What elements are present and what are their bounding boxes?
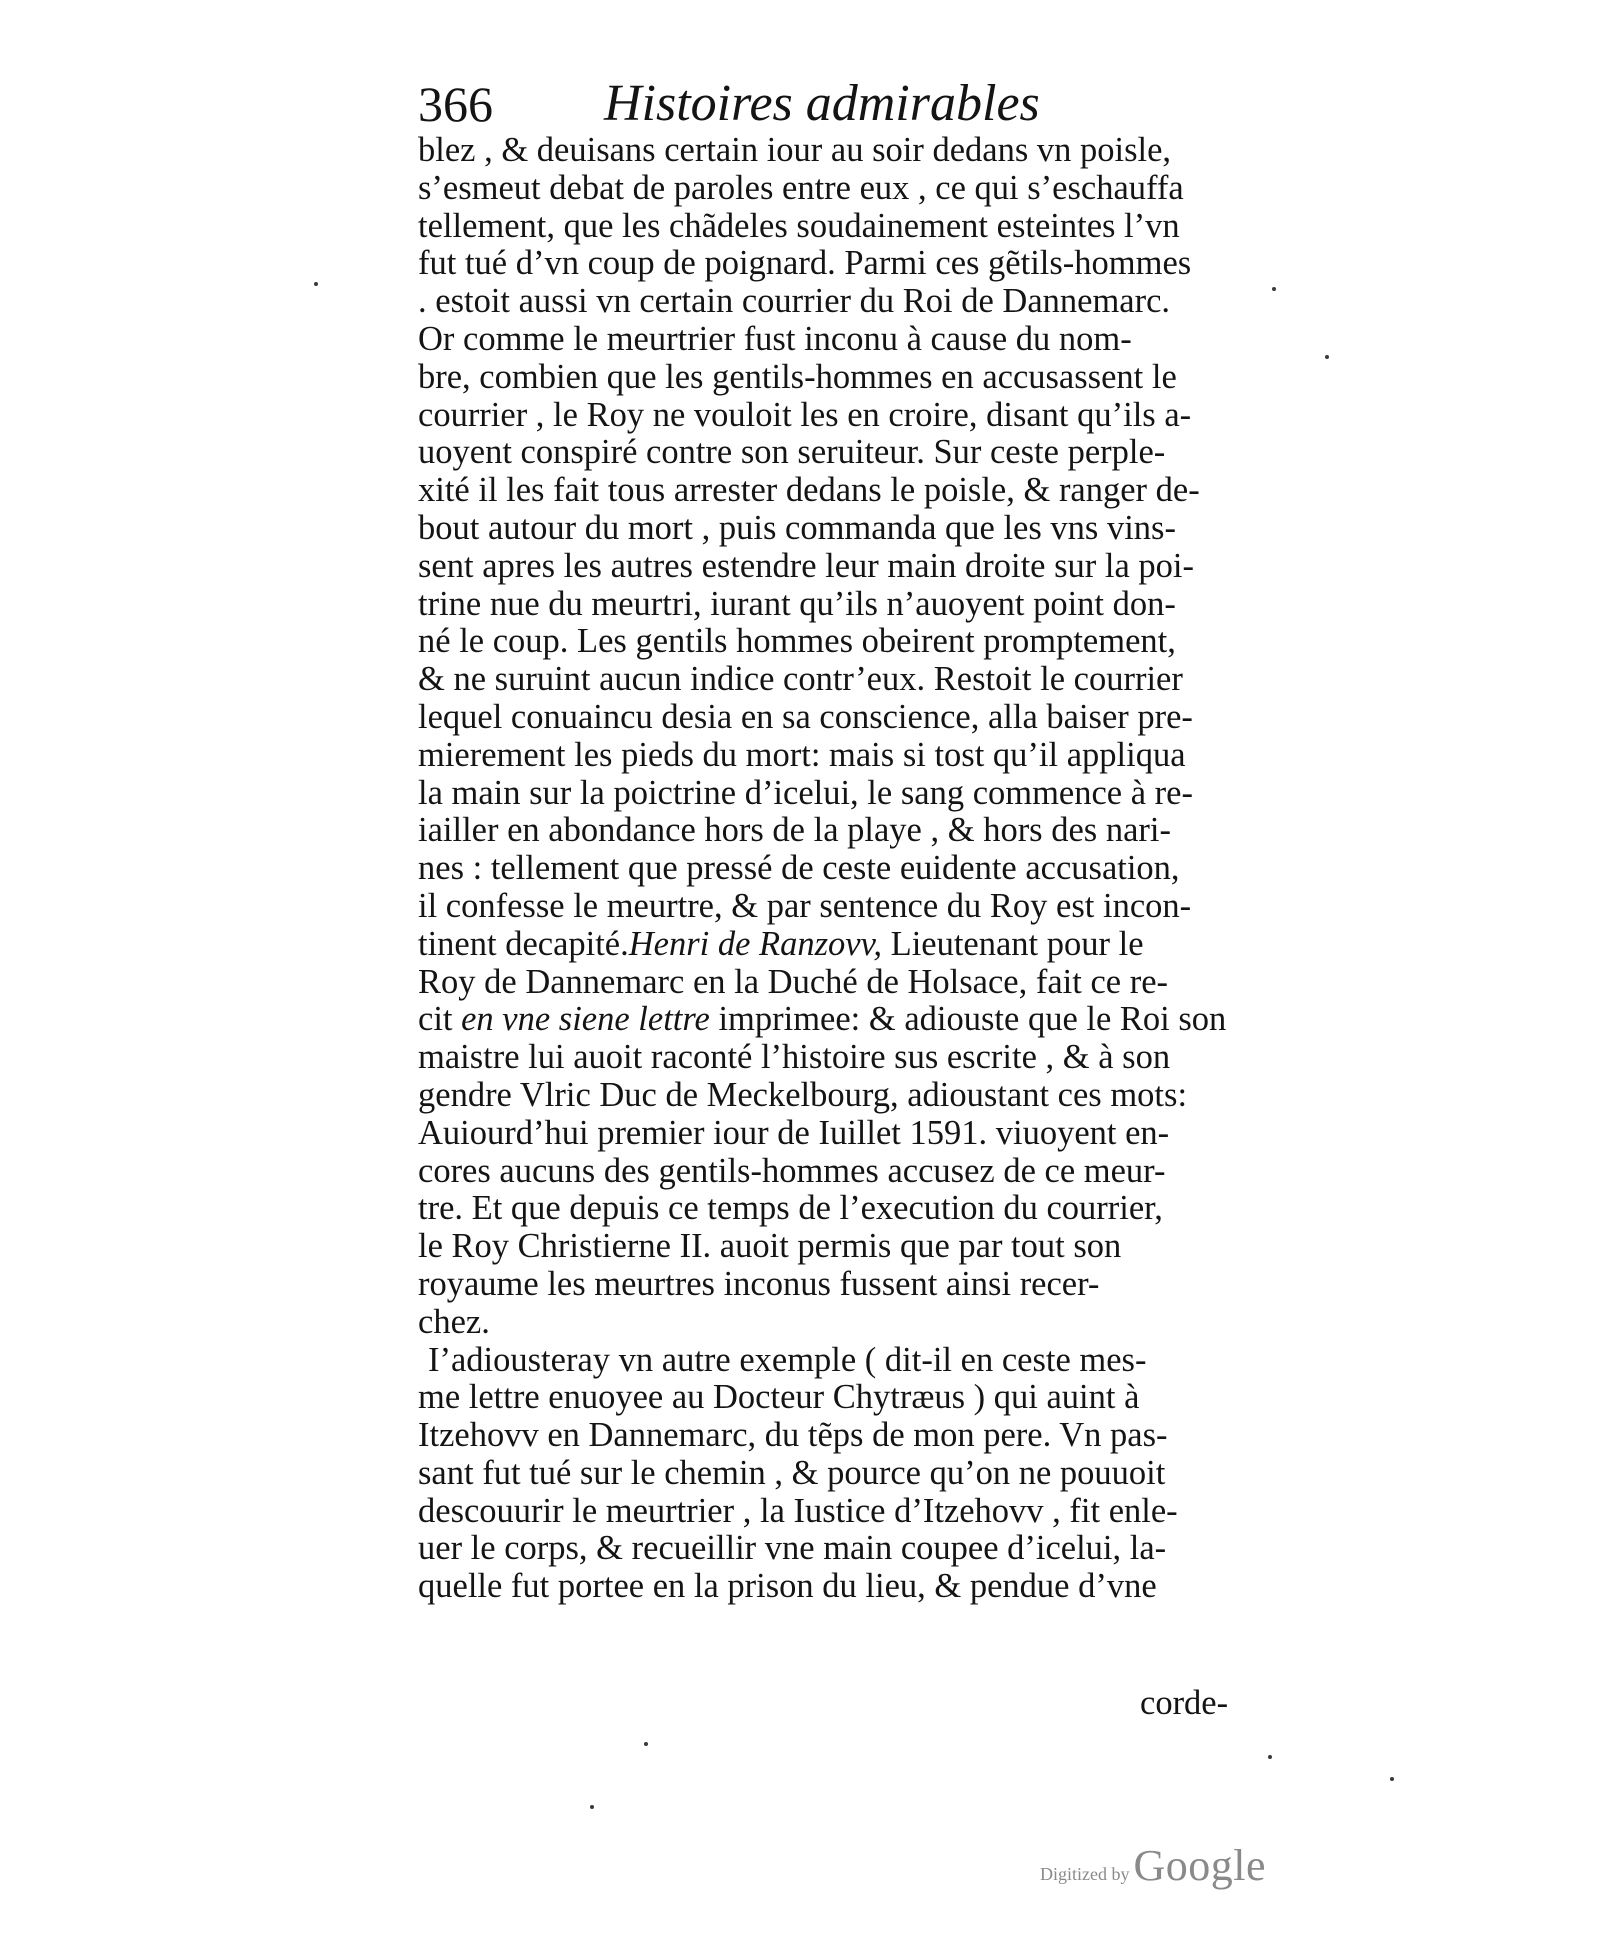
text-line: sent apres les autres estendre leur main droite sur la poi- [418, 546, 1194, 585]
text-line: le Roy Christierne II. auoit permis que par tout son [418, 1227, 1122, 1266]
catchword: corde- [1140, 1684, 1229, 1722]
text-segment: Lieutenant pour le [882, 924, 1144, 963]
text-line: fut tué d’vn coup de poignard. Parmi ces gẽtils-hommes [418, 244, 1192, 283]
scan-speck [1390, 1777, 1394, 1781]
running-title: Histoires admirables [604, 75, 1040, 132]
text-line: Auiourd’hui premier iour de Iuillet 1591. viuoyent en- [418, 1113, 1170, 1152]
text-line: mierement les pieds du mort: mais si tost qu’il appliqua [418, 735, 1186, 774]
text-line: Itzehovv en Dannemarc, du tẽps de mon pere. Vn pas- [418, 1416, 1168, 1455]
text-line: la main sur la poictrine d’icelui, le sang commence à re- [418, 773, 1193, 812]
text-line: iailler en abondance hors de la playe , & hors des nari- [418, 811, 1171, 850]
text-line: s’esmeut debat de paroles entre eux , ce qui s’eschauffa [418, 168, 1184, 207]
text-line: Roy de Dannemarc en la Duché de Holsace, fait ce re- [418, 962, 1169, 1001]
text-line: uer le corps, & recueillir vne main coupee d’icelui, la- [418, 1529, 1167, 1568]
text-line: bre, combien que les gentils-hommes en accusassent le [418, 357, 1177, 396]
google-logo: Google [1133, 1841, 1267, 1890]
text-line: tellement, que les chãdeles soudainement esteintes l’vn [418, 206, 1180, 245]
text-line: gendre Vlric Duc de Meckelbourg, adioustant ces mots: [418, 1075, 1188, 1114]
text-segment: tinent decapité. [418, 924, 629, 963]
text-segment: imprimee: & adiouste que le Roi son [709, 1000, 1227, 1039]
text-segment: cit [418, 1000, 453, 1039]
text-line: bout autour du mort , puis commanda que les vns vins- [418, 508, 1176, 547]
text-line-with-italic-name [418, 926, 1248, 964]
text-line: quelle fut portee en la prison du lieu, & pendue d’vne [418, 1567, 1157, 1606]
body-text [418, 132, 1248, 1606]
scan-speck [1268, 1755, 1272, 1759]
text-line: chez. [418, 1302, 490, 1341]
italic-author-name: Henri de Ranzovv, [628, 924, 882, 963]
watermark-prefix: Digitized by [1040, 1864, 1130, 1884]
scan-speck [314, 282, 318, 286]
text-line: me lettre enuoyee au Docteur Chytræus ) qui auint à [418, 1378, 1140, 1417]
text-line: sant fut tué sur le chemin , & pource qu’on ne pouuoit [418, 1453, 1166, 1492]
text-line: courrier , le Roy ne vouloit les en croire, disant qu’ils a- [418, 395, 1192, 434]
italic-letter-phrase: en vne siene lettre [452, 1000, 710, 1039]
text-line: maistre lui auoit raconté l’histoire sus escrite , & à son [418, 1038, 1171, 1077]
text-line: il confesse le meurtre, & par sentence du Roy est incon- [418, 886, 1192, 925]
paragraph-start-line: I’adiousteray vn autre exemple ( dit-il en ceste mes- [428, 1340, 1147, 1379]
text-line: royaume les meurtres inconus fussent ainsi recer- [418, 1264, 1100, 1303]
page-header [418, 72, 1238, 136]
text-line: blez , & deuisans certain iour au soir dedans vn poisle, [418, 131, 1172, 169]
scan-speck [644, 1742, 648, 1746]
text-line: tre. Et que depuis ce temps de l’execution du courrier, [418, 1189, 1163, 1228]
text-line: lequel conuaincu desia en sa conscience, alla baiser pre- [418, 697, 1193, 736]
scan-speck [590, 1805, 594, 1809]
text-line: nes : tellement que pressé de ceste euidente accusation, [418, 849, 1180, 888]
text-line: & ne suruint aucun indice contr’eux. Restoit le courrier [418, 660, 1183, 699]
text-line: trine nue du meurtri, iurant qu’ils n’auoyent point don- [418, 584, 1176, 623]
text-line: descouurir le meurtrier , la Iustice d’Itzehovv , fit enle- [418, 1491, 1178, 1530]
text-line: Or comme le meurtrier fust inconu à cause du nom- [418, 319, 1132, 358]
text-line: xité il les fait tous arrester dedans le poisle, & ranger de- [418, 471, 1200, 510]
text-line: cores aucuns des gentils-hommes accusez de ce meur- [418, 1151, 1166, 1190]
text-line: . estoit aussi vn certain courrier du Roi de Dannemarc. [418, 282, 1171, 321]
text-line-with-italic-phrase [418, 1001, 1248, 1039]
page-number: 366 [418, 76, 493, 132]
digitized-by-watermark [1040, 1840, 1266, 1891]
scan-speck [1272, 287, 1276, 291]
text-line: né le coup. Les gentils hommes obeirent promptement, [418, 622, 1176, 661]
text-line: uoyent conspiré contre son seruiteur. Sur ceste perple- [418, 433, 1166, 472]
scan-speck [1325, 355, 1329, 359]
